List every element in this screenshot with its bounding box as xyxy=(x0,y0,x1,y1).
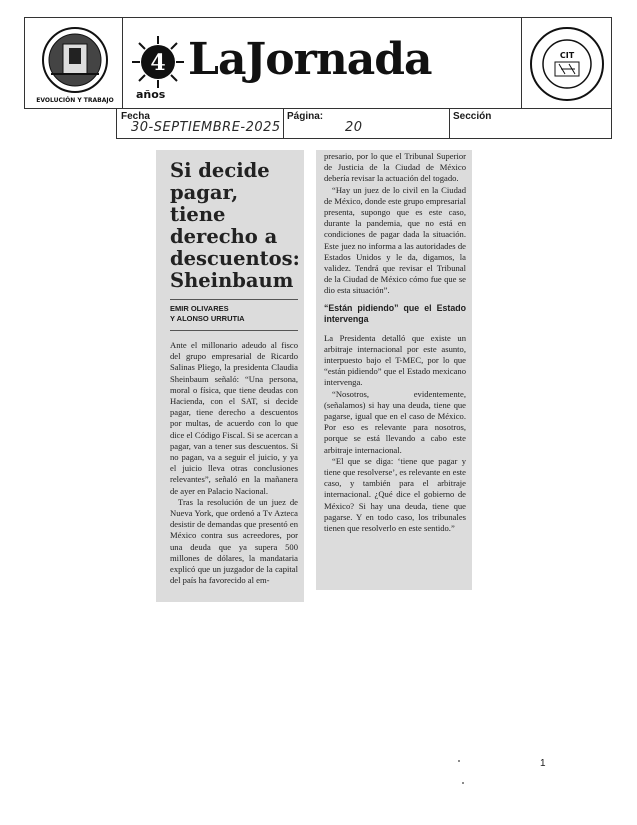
scan-speck xyxy=(462,782,464,784)
headline-line: derecho a xyxy=(170,225,278,248)
cit-abbr: CIT xyxy=(559,51,575,60)
byline-rule-top xyxy=(170,299,298,300)
body-paragraph: Ante el millonario adeudo al fisco del grupo empresarial de Ricardo Salinas Pliego, la presidenta Claudia Sheinbaum señaló: “Una persona, moral o física, que tiene deudas con Hacienda, con el SAT, si decide pagar, tiene derecho a descuentos por multas, de acuerdo con lo que dice el Código Fiscal. Si se acercan a pagar, van a tener sus descuentos. Si no pagan, va a seguir el juicio, y ya el juicio lleva otras conclusiones relevantes”, señaló en la mañanera de ayer en Palacio Nacional. xyxy=(170,340,298,496)
fecha-value: 30-SEPTIEMBRE-2025 xyxy=(131,120,281,135)
headline-line: pagar, tiene xyxy=(170,181,239,226)
article-byline xyxy=(170,304,300,324)
seccion-cell xyxy=(449,109,613,138)
header-divider-right xyxy=(521,18,522,108)
svg-text:EVOLUCIÓN Y TRABAJO: EVOLUCIÓN Y TRABAJO xyxy=(36,97,114,104)
anniversary-label: años xyxy=(136,88,166,101)
seccion-label: Sección xyxy=(453,111,492,122)
masthead xyxy=(130,32,515,104)
anniversary-number: 4 xyxy=(150,50,166,76)
header-box xyxy=(24,17,612,109)
body-paragraph: “Hay un juez de lo civil en la Ciudad de México, donde este grupo empresarial presenta, supongo que es este caso, durante la pandemia, que no está en condiciones de pagar dada la situación. Este juez no informa a las autoridades de Estados Unidos y le da, digamos, la validez. Tendrá que revisar el Tribunal de la Ciudad de México cómo fue que se dio esta situación”. xyxy=(324,184,466,296)
header-divider-left xyxy=(122,18,123,108)
fecha-label: Fecha xyxy=(121,111,150,122)
pagina-value: 20 xyxy=(345,120,363,135)
pagina-cell xyxy=(283,109,450,138)
body-paragraph: La Presidenta detalló que existe un arbitraje internacional por este asunto, interpuesto bajo el T-MEC, por lo que “están pidiendo” que el Estado mexicano intervenga. xyxy=(324,332,466,388)
scan-speck xyxy=(458,760,460,762)
page-number: 1 xyxy=(540,758,546,769)
newspaper-brand: LaJornada xyxy=(188,34,432,85)
cit-confederation-logo xyxy=(525,22,609,106)
pagina-label: Página: xyxy=(287,111,324,122)
byline-line: EMIR OLIVARES xyxy=(170,304,229,313)
body-paragraph: “Nosotros, evidentemente, (señalamos) si hay una deuda, tiene que pagarse, igual que en el caso de México. Por eso es relevante para nosotros, porque se está llevando a cabo este arbitraje internacional. xyxy=(324,388,466,455)
headline-line: Sheinbaum xyxy=(170,269,294,292)
article-subhead: “Están pidiendo” que el Estado intervenga xyxy=(324,302,466,324)
article-headline xyxy=(170,160,300,292)
union-seal-logo xyxy=(33,22,117,106)
fecha-cell xyxy=(117,109,284,138)
body-paragraph: presario, por lo que el Tribunal Superior de Justicia de la Ciudad de México debería revisar la actuación del togado. xyxy=(324,151,466,184)
headline-line: Si decide xyxy=(170,159,270,182)
byline-line: Y ALONSO URRUTIA xyxy=(170,314,245,323)
byline-rule-bottom xyxy=(170,330,298,331)
body-paragraph: Tras la resolución de un juez de Nueva York, que ordenó a Tv Azteca desistir de demandas que presentó en México contra sus acreedores, por una deuda que ya supera 500 millones de dólares, la mandataria explicó que un juzgador de la capital del país ha favorecido al em- xyxy=(170,496,298,586)
article-body-left xyxy=(170,340,298,586)
anniversary-sun-icon xyxy=(130,34,186,90)
body-paragraph: “El que se diga: ‘tiene que pagar y tiene que resolverse’, es relevante en este caso, y también para el arbitraje internacional. ¿Qué dice el gobierno de México? Si hay una deuda, tiene que pagarse. Y en todo caso, los tribunales tienen que resolverlo en este sentido.” xyxy=(324,455,466,534)
metadata-row xyxy=(116,109,612,139)
article-body-right xyxy=(324,151,466,534)
headline-line: descuentos: xyxy=(170,247,300,270)
